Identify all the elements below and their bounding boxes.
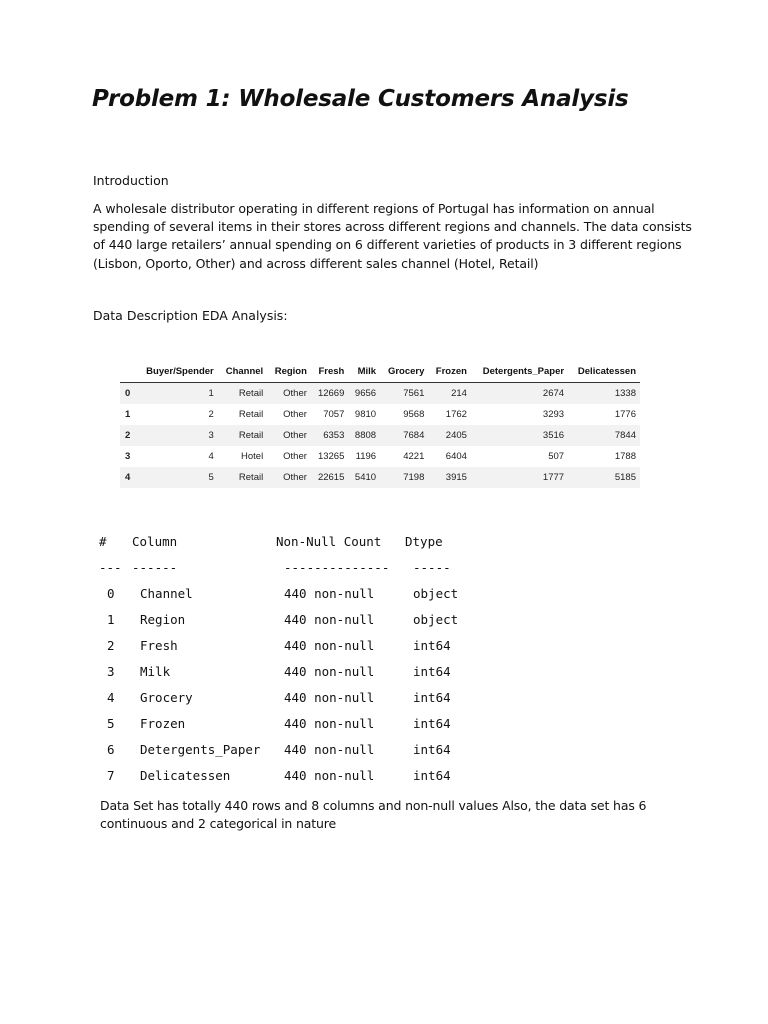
table-header-cell — [120, 362, 136, 383]
info-cell: object — [413, 612, 459, 627]
table-cell: 3293 — [542, 409, 565, 420]
table-cell: 7561 — [380, 383, 428, 405]
info-cell: 440 non-null — [284, 586, 375, 601]
info-cell: int64 — [413, 768, 451, 783]
row-index-cell: 3 — [125, 451, 131, 462]
table-cell: 1196 — [355, 451, 377, 462]
table-cell: 5185 — [568, 467, 640, 488]
introduction-heading: Introduction — [93, 173, 169, 188]
info-cell: int64 — [413, 638, 451, 653]
info-cell: 440 non-null — [284, 742, 375, 757]
info-cell: # — [99, 534, 107, 549]
table-cell: 7684 — [380, 425, 428, 446]
info-cell: ------ — [132, 560, 178, 575]
table-cell: Hotel — [241, 451, 264, 462]
info-cell: ----- — [413, 560, 451, 575]
table-cell: 8808 — [348, 425, 380, 446]
table-cell: 9568 — [403, 409, 425, 420]
table-cell: 2405 — [428, 425, 471, 446]
info-cell: 7 — [107, 768, 115, 783]
info-cell: 6 — [107, 742, 115, 757]
info-cell: -------------- — [284, 560, 390, 575]
table-cell: Retail — [238, 409, 264, 420]
row-index-cell: 2 — [120, 425, 136, 446]
table-header-cell: Channel — [218, 362, 267, 383]
row-index-cell: 1 — [125, 409, 131, 420]
info-cell: 5 — [107, 716, 115, 731]
table-cell: 214 — [428, 383, 471, 405]
table-header-cell: Fresh — [311, 362, 348, 383]
info-cell: int64 — [413, 742, 451, 757]
table-cell: 507 — [548, 451, 565, 462]
info-cell: 4 — [107, 690, 115, 705]
table-cell: 1788 — [614, 451, 636, 462]
table-cell: 4221 — [403, 451, 425, 462]
info-cell: --- — [99, 560, 122, 575]
table-row — [120, 467, 640, 488]
conclusion-paragraph: Data Set has totally 440 rows and 8 columns and non-null values Also, the data set has 6 continuous and 2 categorical in nature — [100, 798, 647, 831]
table-header-cell: Delicatessen — [568, 362, 640, 383]
info-cell: Dtype — [405, 534, 443, 549]
table-cell: 1777 — [471, 467, 568, 488]
table-cell: 3 — [136, 425, 218, 446]
row-index-cell: 4 — [120, 467, 136, 488]
table-cell: Other — [283, 409, 307, 420]
eda-heading: Data Description EDA Analysis: — [93, 308, 288, 323]
table-header-cell: Region — [267, 362, 311, 383]
info-cell: int64 — [413, 690, 451, 705]
table-cell: 1 — [136, 383, 218, 405]
table-cell: Retail — [218, 425, 267, 446]
table-cell: Other — [283, 451, 307, 462]
data-head-table — [120, 362, 640, 488]
info-cell: Channel — [140, 586, 193, 601]
info-cell: 3 — [107, 664, 115, 679]
table-header-cell: Grocery — [380, 362, 428, 383]
table-cell: 5 — [136, 467, 218, 488]
info-cell: 440 non-null — [284, 690, 375, 705]
table-row — [120, 383, 640, 405]
info-cell: Detergents_Paper — [140, 742, 261, 757]
info-cell: 1 — [107, 612, 115, 627]
info-cell: object — [413, 586, 459, 601]
introduction-paragraph: A wholesale distributor operating in different regions of Portugal has information on annual spending of several items in their stores across different regions and channels. The data consists of 440 large retailers’ annual spending on 6 different varieties of products in 3 different regions (Lisbon, Oporto, Other) and across different sales channel (Hotel, Retail) — [93, 201, 692, 271]
info-cell: 440 non-null — [284, 664, 375, 679]
info-cell: Frozen — [140, 716, 186, 731]
table-cell: 2 — [208, 409, 214, 420]
row-index-cell: 0 — [120, 383, 136, 405]
table-header-cell: Buyer/Spender — [136, 362, 218, 383]
info-cell: 440 non-null — [284, 638, 375, 653]
info-cell: Region — [140, 612, 186, 627]
table-cell: 22615 — [311, 467, 348, 488]
table-cell: 3915 — [428, 467, 471, 488]
table-cell: Other — [267, 383, 311, 405]
table-row — [120, 425, 640, 446]
table-header-cell: Detergents_Paper — [471, 362, 568, 383]
table-cell: 4 — [208, 451, 214, 462]
table-row — [120, 404, 640, 425]
table-cell: 7057 — [323, 409, 345, 420]
info-cell: Delicatessen — [140, 768, 231, 783]
table-cell: 9810 — [354, 409, 377, 420]
table-cell: 5410 — [348, 467, 380, 488]
document-title: Problem 1: Wholesale Customers Analysis — [92, 86, 629, 112]
info-cell: Non-Null Count — [276, 534, 382, 549]
table-cell: Other — [267, 425, 311, 446]
info-cell: Grocery — [140, 690, 193, 705]
info-cell: int64 — [413, 664, 451, 679]
table-cell: 1338 — [568, 383, 640, 405]
table-cell: 1776 — [614, 409, 636, 420]
info-cell: int64 — [413, 716, 451, 731]
table-cell: 2674 — [471, 383, 568, 405]
table-cell: 7198 — [380, 467, 428, 488]
table-row — [120, 446, 640, 467]
info-cell: 440 non-null — [284, 612, 375, 627]
table-cell: 7844 — [568, 425, 640, 446]
table-cell: 12669 — [311, 383, 348, 405]
table-cell: 6353 — [311, 425, 348, 446]
table-header-cell: Frozen — [428, 362, 471, 383]
info-cell: 440 non-null — [284, 768, 375, 783]
table-cell: 13265 — [317, 451, 345, 462]
table-header-row — [120, 362, 640, 383]
info-cell: 0 — [107, 586, 115, 601]
table-header-cell: Milk — [348, 362, 380, 383]
table-cell: Other — [267, 467, 311, 488]
table-cell: 3516 — [471, 425, 568, 446]
table-cell: Retail — [218, 383, 267, 405]
info-cell: 2 — [107, 638, 115, 653]
table-cell: Retail — [218, 467, 267, 488]
info-cell: 440 non-null — [284, 716, 375, 731]
info-cell: Column — [132, 534, 178, 549]
table-cell: 6404 — [445, 451, 467, 462]
table-cell: 9656 — [348, 383, 380, 405]
info-cell: Fresh — [140, 638, 178, 653]
table-cell: 1762 — [445, 409, 467, 420]
info-cell: Milk — [140, 664, 171, 679]
